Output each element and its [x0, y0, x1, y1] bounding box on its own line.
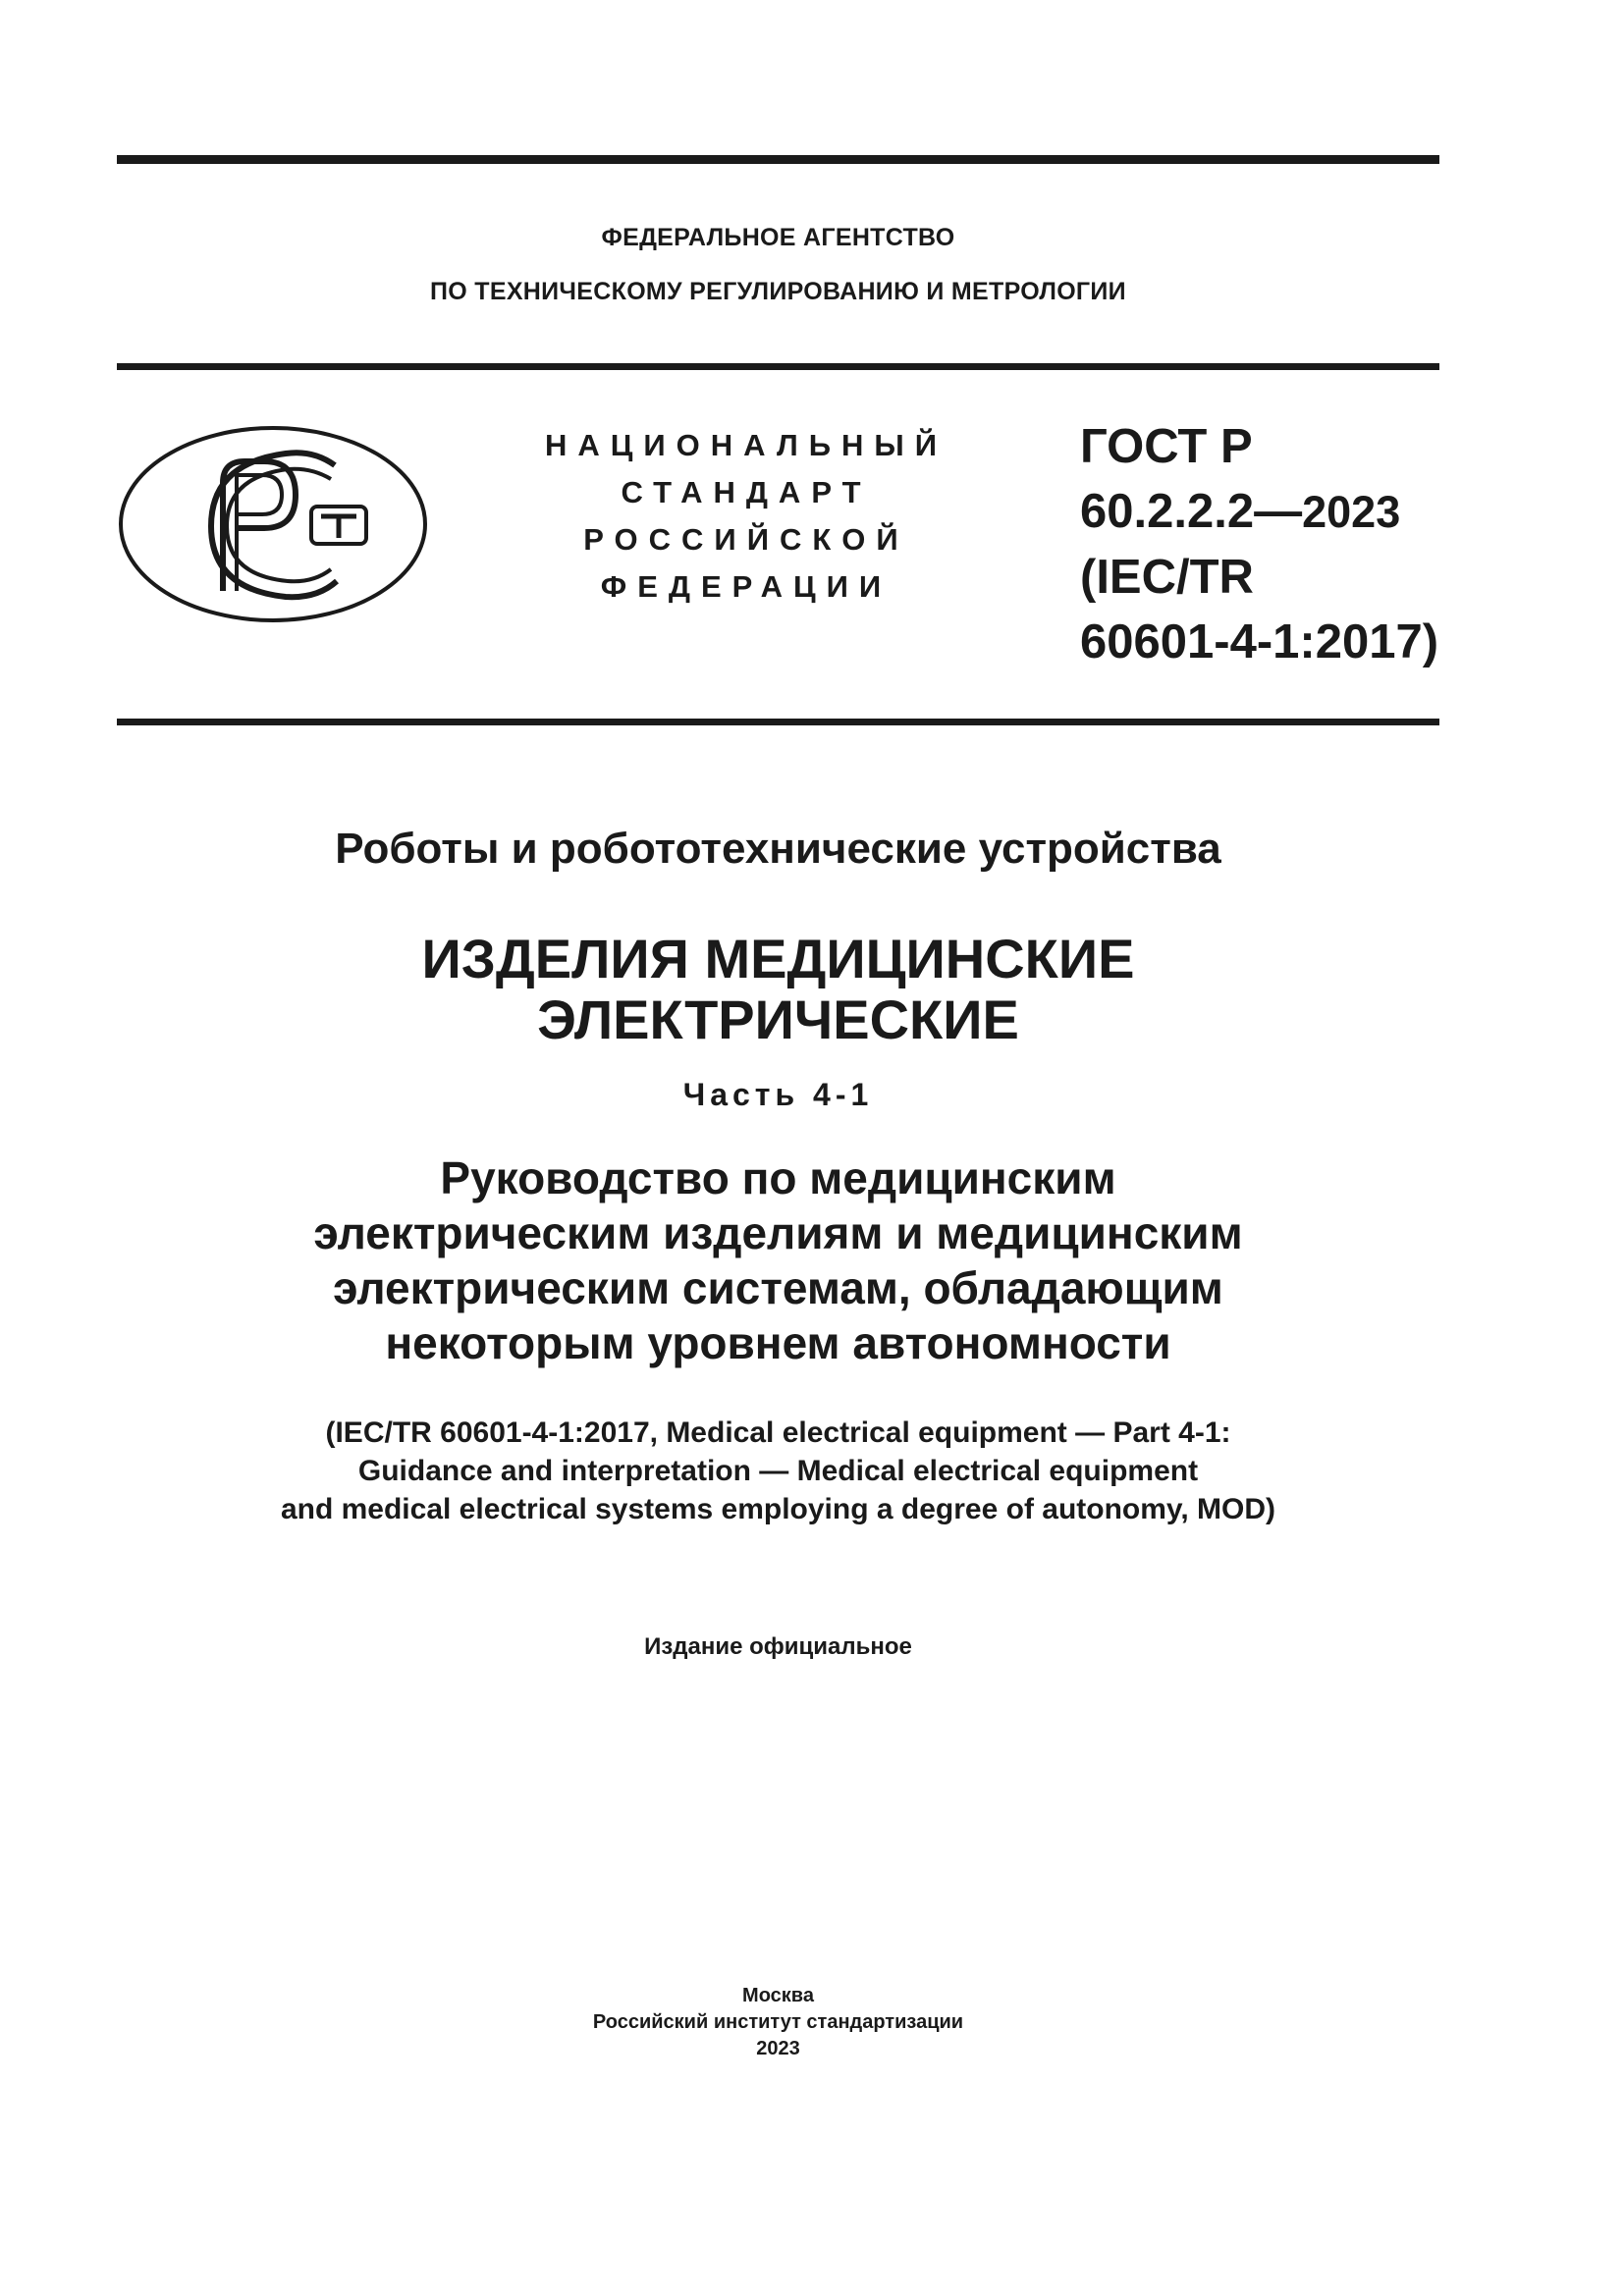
- edition-label: Издание официальное: [644, 1633, 912, 1660]
- national-standard-line-3: РОССИЙСКОЙ: [583, 522, 909, 557]
- designation-line-3: (IEC/TR: [1080, 551, 1254, 604]
- english-title-line-1: (IEC/TR 60601-4-1:2017, Medical electrical equipment — Part 4-1:: [325, 1416, 1231, 1449]
- english-title-line-2: Guidance and interpretation — Medical electrical equipment: [357, 1455, 1199, 1487]
- english-title-line-3: and medical electrical systems employing a degree of autonomy, MOD): [280, 1493, 1276, 1525]
- agency-line-1: ФЕДЕРАЛЬНОЕ АГЕНТСТВО: [601, 224, 955, 251]
- series-title: Роботы и робототехнические устройства: [335, 825, 1221, 873]
- designation-line-2: [1080, 479, 1438, 545]
- english-title: [117, 1414, 1439, 1528]
- national-standard-line-2: СТАНДАРТ: [621, 475, 872, 509]
- main-title: [117, 929, 1439, 1050]
- footer-publisher: Российский институт стандартизации: [592, 2011, 964, 2033]
- main-title-line-2: ЭЛЕКТРИЧЕСКИЕ: [537, 988, 1019, 1050]
- designation-line-4: 60601-4-1:2017): [1080, 615, 1439, 668]
- publisher-footer: [117, 1983, 1439, 2062]
- part-label: Часть 4-1: [682, 1077, 874, 1112]
- subtitle-line-4: некоторым уровнем автономности: [385, 1317, 1171, 1368]
- subtitle: [117, 1150, 1439, 1370]
- rst-logo-icon: [117, 424, 429, 624]
- designation-year: 2023: [1302, 487, 1401, 537]
- top-rule: [117, 155, 1439, 164]
- standard-designation: [1080, 414, 1438, 674]
- footer-city: Москва: [742, 1985, 814, 2006]
- subtitle-line-3: электрическим системам, обладающим: [333, 1262, 1223, 1313]
- subtitle-line-2: электрическим изделиям и медицинским: [313, 1207, 1243, 1258]
- national-standard-label: [530, 422, 962, 611]
- header-rule: [117, 363, 1439, 370]
- national-standard-line-1: НАЦИОНАЛЬНЫЙ: [544, 428, 948, 462]
- footer-year: 2023: [756, 2038, 800, 2059]
- main-title-line-1: ИЗДЕЛИЯ МЕДИЦИНСКИЕ: [421, 928, 1135, 989]
- subtitle-line-1: Руководство по медицинским: [440, 1152, 1116, 1203]
- agency-line-2: ПО ТЕХНИЧЕСКОМУ РЕГУЛИРОВАНИЮ И МЕТРОЛОГИИ: [430, 278, 1126, 305]
- national-standard-line-4: ФЕДЕРАЦИИ: [600, 569, 893, 604]
- designation-number: 60.2.2.2—: [1080, 485, 1303, 538]
- designation-rule: [117, 719, 1439, 725]
- designation-line-1: ГОСТ Р: [1080, 420, 1253, 473]
